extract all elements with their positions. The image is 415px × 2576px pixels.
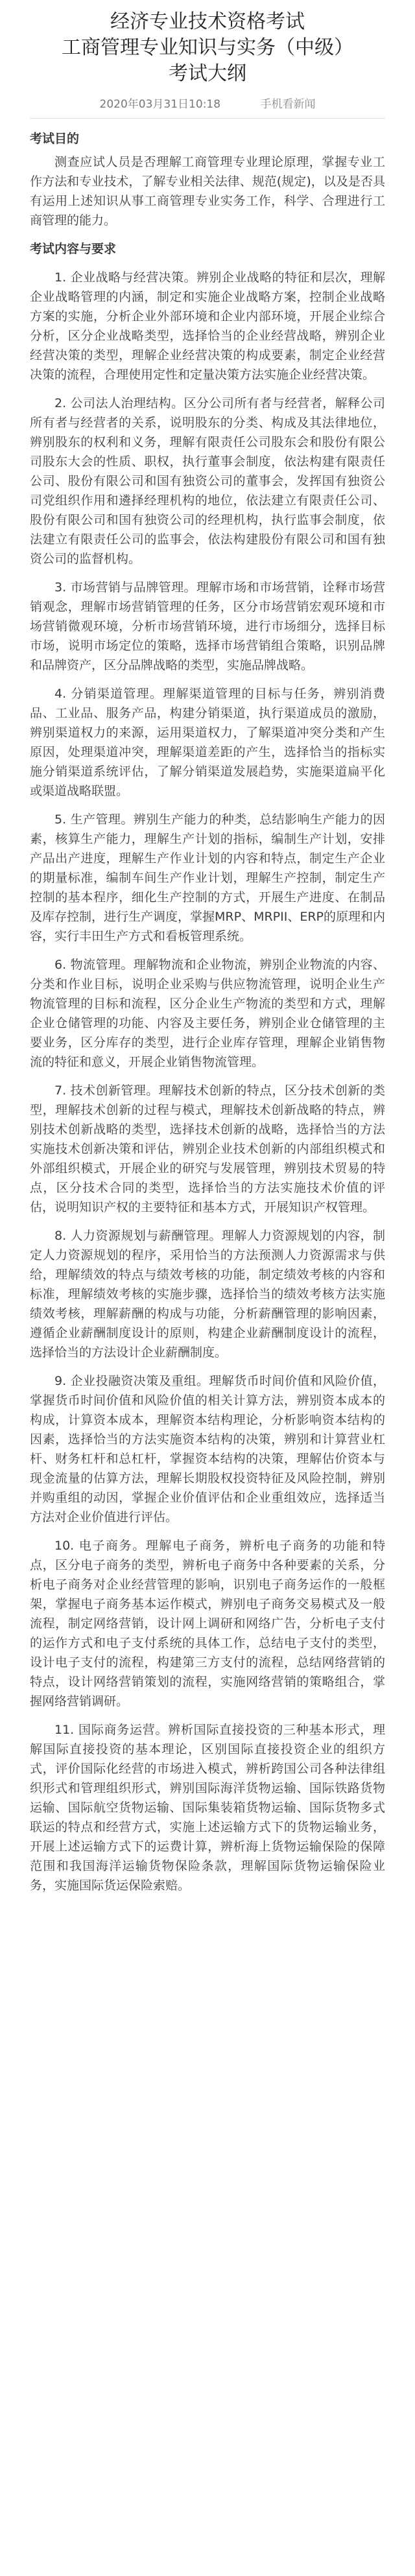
requirement-item: 8. 人力资源规划与薪酬管理。理解人力资源规划的内容，制定人力资源规划的程序，采用恰当的方法预测人力资源需求与供给，理解绩效的特点与绩效考核的功能，制定绩效考核的内容和标准，理解绩效考核的实施步骤，选择恰当的绩效考核方法实施绩效考核，理解薪酬的构成与功能，分析薪酬管理的影响因素，遵循企业薪酬制度设计的原则，构建企业薪酬制度设计的流程，选择恰当的方法设计企业薪酬制度。 bbox=[30, 1229, 385, 1360]
requirement-item: 1. 企业战略与经营决策。辨别企业战略的特征和层次，理解企业战略管理的内涵，制定和实施企业战略方案，控制企业战略方案的实施，分析企业外部环境和企业内部环境，开展企业综合分析，区分企业战略类型，选择恰当的企业经营战略，辨别企业经营决策的类型，理解企业经营决策的构成要素，制定企业经营决策的流程，合理使用定性和定量决策方法实施企业经营决策。 bbox=[30, 270, 385, 382]
article-title bbox=[30, 9, 385, 87]
requirements-heading: 考试内容与要求 bbox=[30, 242, 117, 256]
purpose-heading: 考试目的 bbox=[30, 132, 80, 146]
header-divider bbox=[30, 118, 385, 119]
source-link[interactable]: 手机看新闻 bbox=[260, 98, 316, 111]
requirement-item: 3. 市场营销与品牌管理。理解市场和市场营销，诠释市场营销观念，理解市场营销管理的任务，区分市场营销宏观环境和市场营销微观环境，分析市场营销环境，进行市场细分，选择目标市场，说明市场定位的策略，选择市场营销组合策略，识别品牌和品牌资产，区分品牌战略的类型，实施品牌战略。 bbox=[30, 580, 385, 672]
requirement-item: 6. 物流管理。理解物流和企业物流，辨别企业物流的内容、分类和作业目标，说明企业采购与供应物流管理，说明企业生产物流管理的目标和流程，区分企业生产物流的类型和方式，理解企业仓储管理的功能、内容及主要任务，辨别企业仓储管理的主要业务，区分库存的类型，进行企业库存管理，理解企业销售物流的特征和意义，开展企业销售物流管理。 bbox=[30, 958, 385, 1069]
requirement-item: 9. 企业投融资决策及重组。理解货币时间价值和风险价值，掌握货币时间价值和风险价值的相关计算方法，辨别资本成本的构成，计算资本成本，理解资本结构理论，分析影响资本结构的因素，选择恰当的方法实施资本结构的决策，辨别和计算营业杠杆、财务杠杆和总杠杆，掌握资本结构的决策，理解估价资本与现金流量的估算方法，理解长期股权投资特征及风险控制，辨别并购重组的动因，掌握企业价值评估和企业重组效应，选择适当方法对企业价值进行评估。 bbox=[30, 1374, 385, 1524]
article-meta bbox=[30, 96, 385, 113]
title-line: 工商管理专业知识与实务（中级） bbox=[62, 36, 353, 59]
title-line: 考试大纲 bbox=[169, 62, 246, 85]
requirement-item: 4. 分销渠道管理。理解渠道管理的目标与任务，辨别消费品、工业品、服务产品，构建分销渠道，执行渠道成员的激励，辨别渠道权力的来源，运用渠道权力，了解渠道冲突分类和产生原因，处理渠道冲突，理解渠道差距的产生，选择恰当的指标实施分销渠道系统评估，了解分销渠道发展趋势，实施渠道扁平化或渠道战略联盟。 bbox=[30, 687, 385, 798]
requirement-item: 11. 国际商务运营。辨析国际直接投资的三种基本形式，理解国际直接投资的基本理论，区别国际直接投资企业的组织方式，评价国际化经营的市场进入模式，辨析跨国公司各种法律组织形式和管理组织形式，辨别国际海洋货物运输、国际铁路货物运输、国际航空货物运输、国际集装箱货物运输、国际货物多式联运的特点和经营方式，实施上述运输方式下的货物运输业务，开展上述运输方式下的运费计算，辨析海上货物运输保险的保障范围和我国海洋运输货物保险条款，理解国际货物运输保险业务，实施国际货运保险索赔。 bbox=[30, 1723, 385, 1893]
purpose-text: 测查应试人员是否理解工商管理专业理论原理，掌握专业工作方法和专业技术，了解专业相关法律、规范(规定)，以及是否具有运用上述知识从事工商管理专业实务工作，科学、合理进行工商管理的能力。 bbox=[30, 155, 385, 228]
publish-date: 2020年03月31日10:18 bbox=[99, 98, 221, 111]
title-line: 经济专业技术资格考试 bbox=[110, 10, 305, 33]
requirement-item: 10. 电子商务。理解电子商务，辨析电子商务的功能和特点，区分电子商务的类型，辨析电子商务中各种要素的关系，分析电子商务对企业经营管理的影响，识别电子商务运作的一般框架，掌握电子商务基本运作模式，辨别电子商务交易模式及一般流程，制定网络营销，设计网上调研和网络广告，分析电子支付的运作方式和电子支付系统的具体工作，总结电子支付的类型，设计电子支付的流程，构建第三方支付的流程，总结网络营销的特点，设计网络营销策划的流程，实施网络营销的策略组合，掌握网络营销调研。 bbox=[30, 1539, 385, 1708]
requirement-item: 7. 技术创新管理。理解技术创新的特点，区分技术创新的类型，理解技术创新的过程与模式，理解技术创新战略的特点，辨别技术创新战略的类型，选择技术创新的战略，选择恰当的方法实施技术创新决策和评估，辨别企业技术创新的内部组织模式和外部组织模式，开展企业的研究与发展管理，辨别技术贸易的特点，区分技术合同的类型，选择恰当的方法实施技术价值的评估，说明知识产权的主要特征和基本方式，开展知识产权管理。 bbox=[30, 1083, 385, 1214]
requirement-item: 5. 生产管理。辨别生产能力的种类，总结影响生产能力的因素，核算生产能力，理解生产计划的指标，编制生产计划，安排产品出产进度，理解生产作业计划的内容和特点，制定生产企业的期量标准，编制车间生产作业计划，理解生产控制，制定生产控制的基本程序，细化生产控制的方式，开展生产进度、在制品及库存控制，进行生产调度，掌握MRP、MRPII、ERP的原理和内容，实行丰田生产方式和看板管理系统。 bbox=[30, 812, 385, 943]
requirement-item: 2. 公司法人治理结构。区分公司所有者与经营者，解释公司所有者与经营者的关系，说明股东的分类、构成及其法律地位，辨别股东的权利和义务，理解有限责任公司股东会和股份有限公司股东大会的性质、职权，执行董事会制度，依法构建有限责任公司、股份有限公司和国有独资公司的董事会，发挥国有独资公司党组织作用和遴择经理机构的地位，依法建立有限责任公司、股份有限公司和国有独资公司的经理机构，执行监事会制度，依法建立有限责任公司的监事会，依法构建股份有限公司和国有独资公司的监督机构。 bbox=[30, 396, 385, 566]
